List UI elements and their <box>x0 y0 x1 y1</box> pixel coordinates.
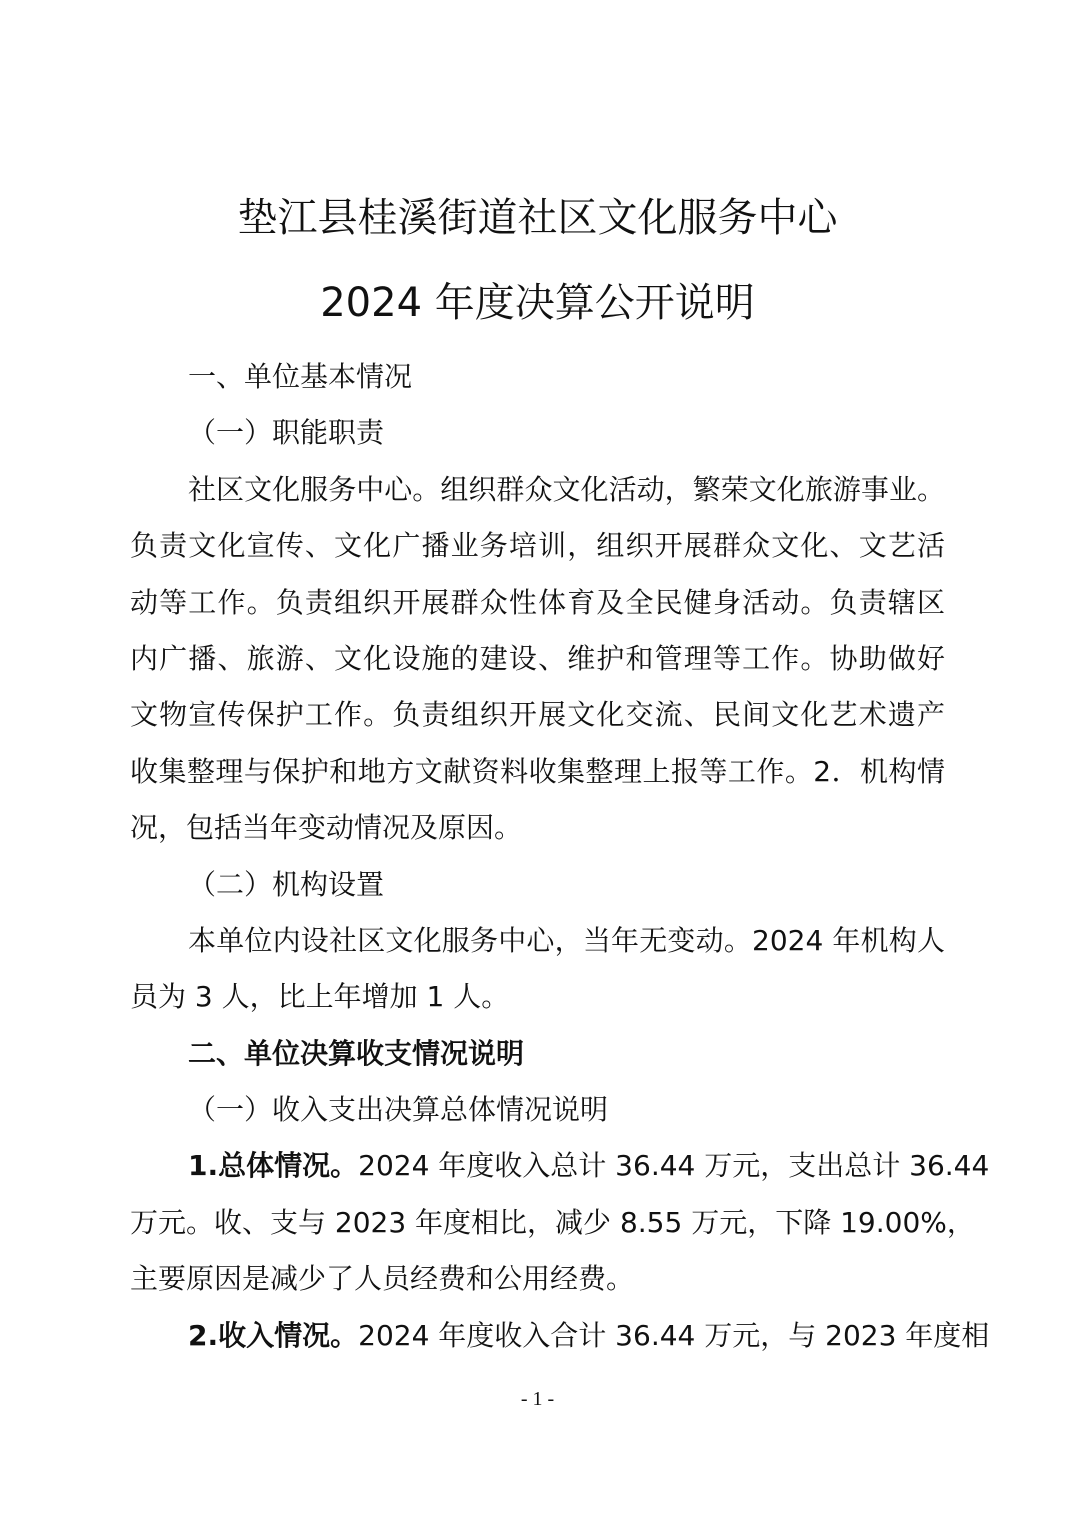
paragraph-line: 收集整理与保护和地方文献资料收集整理上报等工作。2．机构情 <box>130 754 945 788</box>
page-number: - 1 - <box>520 1388 555 1410</box>
subsection-heading: （二）机构设置 <box>188 867 385 901</box>
document-body <box>130 349 990 1364</box>
paragraph-lead: 1.总体情况。 <box>188 1149 359 1183</box>
paragraph-line: 本单位内设社区文化服务中心，当年无变动。2024 年机构人 <box>188 923 945 957</box>
paragraph-line: 员为 3 人，比上年增加 1 人。 <box>130 980 510 1014</box>
paragraph-lead: 2.收入情况。 <box>188 1318 359 1352</box>
document-subtitle: 2024 年度决算公开说明 <box>320 280 755 326</box>
document-title: 垫江县桂溪街道社区文化服务中心 <box>237 195 838 241</box>
paragraph-line: 内广播、旅游、文化设施的建设、维护和管理等工作。协助做好 <box>130 641 945 675</box>
section-heading: 二、单位决算收支情况说明 <box>188 1036 525 1070</box>
paragraph-line: 负责文化宣传、文化广播业务培训，组织开展群众文化、文艺活 <box>130 529 945 563</box>
paragraph-line <box>130 1308 990 1364</box>
paragraph-text: 2024 年度收入合计 36.44 万元，与 2023 年度相 <box>358 1318 990 1352</box>
paragraph-line: 万元。收、支与 2023 年度相比，减少 8.55 万元，下降 19.00%， <box>130 1205 975 1239</box>
paragraph-line: 主要原因是减少了人员经费和公用经费。 <box>130 1262 635 1296</box>
subsection-heading: （一）职能职责 <box>188 416 385 450</box>
paragraph-text: 2024 年度收入总计 36.44 万元，支出总计 36.44 <box>358 1149 990 1183</box>
subsection-heading: （一）收入支出决算总体情况说明 <box>188 1093 609 1127</box>
paragraph-line: 动等工作。负责组织开展群众性体育及全民健身活动。负责辖区 <box>130 585 945 619</box>
paragraph-line: 社区文化服务中心。组织群众文化活动，繁荣文化旅游事业。 <box>188 472 945 506</box>
section-heading: 一、单位基本情况 <box>188 360 413 393</box>
paragraph-line: 文物宣传保护工作。负责组织开展文化交流、民间文化艺术遗产 <box>130 698 945 732</box>
paragraph-line <box>130 1138 990 1194</box>
paragraph-line: 况，包括当年变动情况及原因。 <box>130 811 523 845</box>
